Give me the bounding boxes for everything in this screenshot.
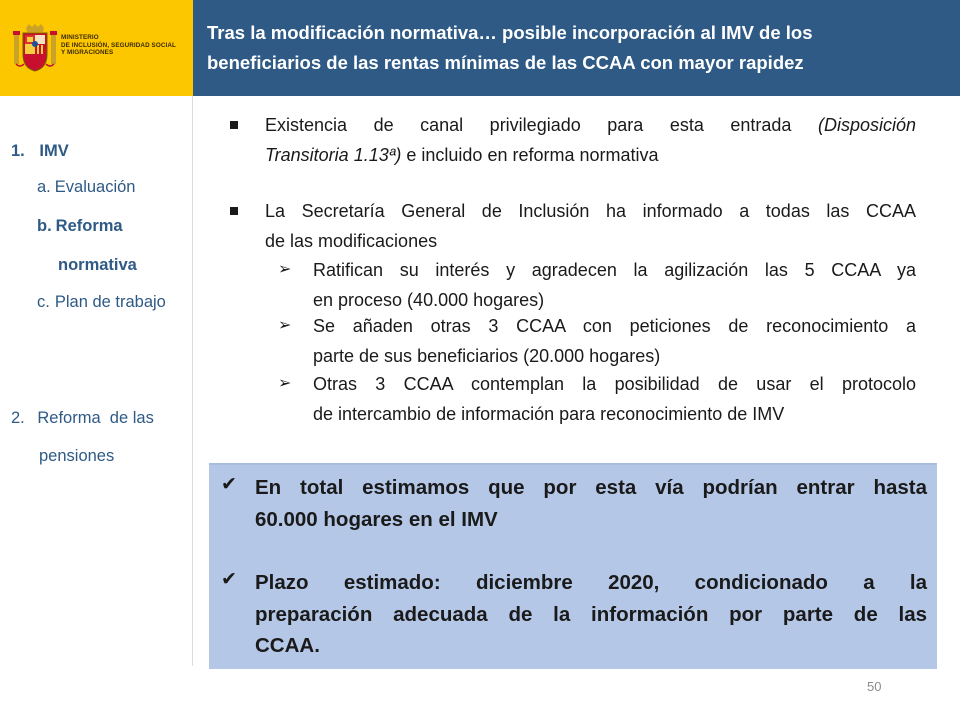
bullet-item (230, 196, 916, 256)
sidebar-divider (192, 96, 193, 666)
bullet-line: La Secretaría General de Inclusión ha informado a todas las CCAA (265, 201, 916, 221)
square-bullet-icon (230, 121, 238, 129)
summary-box (209, 463, 937, 669)
square-bullet-icon (230, 207, 238, 215)
sidebar-item-reforma-pensiones-cont[interactable]: pensiones (39, 447, 115, 465)
sidebar-item-reforma-normativa[interactable]: b. Reforma (37, 217, 123, 235)
arrow-bullet-icon: ➢ (278, 375, 292, 392)
sidebar-item-reforma-normativa-cont[interactable]: normativa (58, 256, 137, 274)
arrow-bullet-icon: ➢ (278, 261, 292, 278)
sidebar-item-reforma-pensiones[interactable]: 2. Reforma de las (11, 409, 154, 427)
checkmark-icon: ✔ (221, 569, 237, 590)
bullet-item (230, 110, 916, 170)
slide-header (193, 0, 960, 96)
bullet-line: de las modificaciones (265, 231, 438, 251)
sidebar-item-evaluacion[interactable]: a. Evaluación (37, 178, 136, 196)
sub-bullet-item: ➢ Ratifican su interés y agradecen la agilización las 5 CCAA ya en proceso (40.000 hogares) (278, 255, 916, 315)
summary-item: En total estimamos que por esta vía podrían entrar hasta 60.000 hogares en el IMV (255, 476, 927, 531)
sub-bullet-item: ➢ Se añaden otras 3 CCAA con peticiones de reconocimiento a parte de sus beneficiarios (20.000 hogares) (278, 311, 916, 371)
bullet-line: Existencia de canal privilegiado para esta entrada (Disposición (265, 115, 916, 135)
sidebar-item-plan-trabajo[interactable]: c. Plan de trabajo (37, 293, 166, 311)
sidebar-nav (0, 96, 193, 720)
sub-bullet-item: ➢ Otras 3 CCAA contemplan la posibilidad de usar el protocolo de intercambio de información para reconocimiento de IMV (278, 369, 916, 429)
slide-title: Tras la modificación normativa… posible incorporación al IMV de los beneficiarios de las rentas mínimas de las CCAA con mayor rapidez (207, 22, 813, 73)
bullet-line: Transitoria 1.13ª) e incluido en reforma normativa (265, 145, 659, 165)
checkmark-icon: ✔ (221, 474, 237, 495)
page-number: 50 (867, 679, 882, 694)
arrow-bullet-icon: ➢ (278, 317, 292, 334)
coat-of-arms-icon (12, 24, 58, 72)
ministry-name: MINISTERIO DE INCLUSIÓN, SEGURIDAD SOCIAL Y MIGRACIONES (61, 34, 176, 57)
sidebar-item-imv[interactable]: 1. IMV (11, 142, 69, 160)
summary-item: Plazo estimado: diciembre 2020, condicionado a la preparación adecuada de la información por parte de las CCAA. (255, 571, 927, 657)
ministry-logo (0, 0, 193, 96)
